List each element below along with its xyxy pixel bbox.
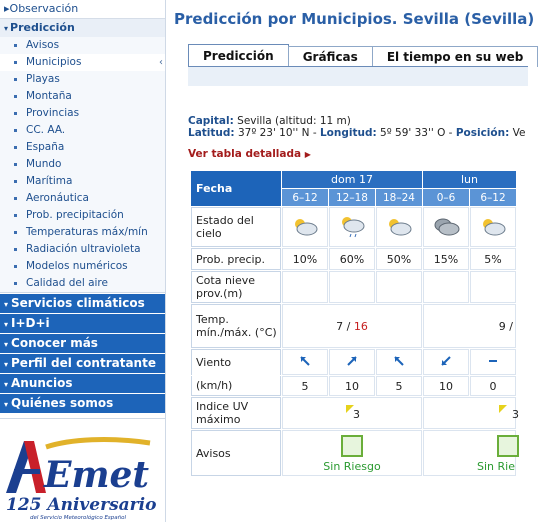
sidebar-item-radiacion[interactable]: Radiación ultravioleta [0,241,165,258]
arrow-down-icon: ▾ [4,340,9,349]
period-header: 18–24 [376,189,422,206]
uv-icon [499,405,511,415]
nav-idi[interactable]: ▾ I+D+i [0,313,165,333]
calm-icon [486,354,500,368]
sidebar-item-temperaturas[interactable]: Temperaturas máx/mín [0,224,165,241]
partly-cloudy-icon [478,215,508,237]
sky-cell [423,207,469,247]
wind-cell [282,349,328,375]
prob-cell: 60% [329,248,375,270]
no-risk-icon [341,435,363,457]
cota-cell [282,271,328,303]
wind-arrow-icon [392,354,406,368]
cota-cell [423,271,469,303]
period-header: 12–18 [329,189,375,206]
page-title: Predicción por Municipios. Sevilla (Sevilla) [174,10,535,28]
sky-cell [329,207,375,247]
sidebar-item-ccaa[interactable]: CC. AA. [0,122,165,139]
arrow-right-icon: ▶ [304,150,311,159]
row-label-prob: Prob. precip. [191,248,281,270]
sidebar-item-playas[interactable]: Playas [0,71,165,88]
period-header: 0–6 [423,189,469,206]
chevron-left-icon: ‹ [159,57,163,68]
uv-cell: 3 [282,397,422,429]
svg-text:125 Aniversario: 125 Aniversario [6,495,157,515]
sidebar-item-provincias[interactable]: Provincias [0,105,165,122]
wind-cell [329,349,375,375]
sidebar-item-montana[interactable]: Montaña [0,88,165,105]
arrow-down-icon: ▾ [4,300,9,309]
wind-arrow-icon [345,354,359,368]
day-header: lun [423,171,516,188]
row-label-viento: Viento [191,349,281,375]
sidebar-item-maritima[interactable]: Marítima [0,173,165,190]
arrow-down-icon: ▾ [4,380,9,389]
cloud-light-rain-icon [337,214,367,238]
wind-speed-cell: 10 [329,376,375,396]
period-header: 6–12 [470,189,516,206]
cota-cell [470,271,516,303]
day-header: dom 17 [282,171,422,188]
sidebar-item-calidad-aire[interactable]: Calidad del aire [0,275,165,292]
wind-speed-cell: 10 [423,376,469,396]
prob-cell: 10% [282,248,328,270]
row-label-kmh: (km/h) [191,376,281,396]
row-label-temp: Temp. mín./máx. (°C) [191,304,281,348]
sidebar-item-aeronautica[interactable]: Aeronáutica [0,190,165,207]
arrow-down-icon: ▾ [4,24,9,33]
wind-arrow-icon [298,354,312,368]
row-label-uv: Indice UV máximo [191,397,281,429]
sky-cell [376,207,422,247]
nav-anuncios[interactable]: ▾ Anuncios [0,373,165,393]
prob-cell: 15% [423,248,469,270]
arrow-down-icon: ▾ [4,360,9,369]
no-risk-icon [497,435,519,457]
detailed-table-link[interactable]: Ver tabla detallada ▶ [188,148,311,160]
row-label-avisos: Avisos [191,430,281,476]
uv-cell: 3 [423,397,516,429]
aviso-cell[interactable]: Sin Rie [423,430,516,476]
tab-graficas[interactable]: Gráficas [288,46,373,67]
row-label-estado: Estado del cielo [191,207,281,247]
arrow-down-icon: ▾ [4,320,9,329]
nav-prediccion[interactable]: ▾ Predicción [0,19,165,37]
location-info: Capital: Sevilla (altitud: 11 m) Latitud: 37º 23' 10'' N - Longitud: 5º 59' 33'' O - Posición: Ve [188,115,526,139]
sidebar-item-espana[interactable]: España [0,139,165,156]
cota-cell [329,271,375,303]
tab-content-bar [188,66,528,86]
aviso-cell[interactable]: Sin Riesgo [282,430,422,476]
main-content [166,0,535,522]
sky-cell [470,207,516,247]
sidebar-item-modelos[interactable]: Modelos numéricos [0,258,165,275]
svg-text:Emet: Emet [44,454,150,496]
sidebar-item-mundo[interactable]: Mundo [0,156,165,173]
nav-perfil-contratante[interactable]: ▾ Perfil del contratante [0,353,165,373]
sidebar-item-municipios[interactable]: Municipios ‹ [0,54,165,71]
wind-cell [423,349,469,375]
temp-cell: 9 / [423,304,516,348]
nav-observacion[interactable]: ▸Observación [0,0,165,19]
aemet-logo[interactable] [0,418,165,523]
nav-servicios-climaticos[interactable]: ▾ Servicios climáticos [0,293,165,313]
tab-tiempo-web[interactable]: El tiempo en su web [372,46,538,67]
nav-quienes-somos[interactable]: ▾ Quiénes somos [0,393,165,413]
sidebar [0,0,166,522]
cota-cell [376,271,422,303]
wind-cell [470,349,516,375]
temp-cell: 7 / 16 [282,304,422,348]
wind-cell [376,349,422,375]
tab-prediccion[interactable]: Predicción [188,44,289,67]
sidebar-item-avisos[interactable]: Avisos [0,37,165,54]
wind-arrow-icon [439,354,453,368]
prob-cell: 5% [470,248,516,270]
row-label-cota: Cota nieve prov.(m) [191,271,281,303]
wind-speed-cell: 5 [282,376,328,396]
sky-cell [282,207,328,247]
wind-speed-cell: 0 [470,376,516,396]
prob-cell: 50% [376,248,422,270]
fecha-header: Fecha [191,171,281,206]
prediccion-submenu [0,37,165,293]
sidebar-item-prob-precipitacion[interactable]: Prob. precipitación [0,207,165,224]
partly-cloudy-icon [384,215,414,237]
wind-speed-cell: 5 [376,376,422,396]
cloudy-icon [431,215,461,237]
svg-text:del Servicio Meteorológico Esp: del Servicio Meteorológico Español [30,515,127,521]
period-header: 6–12 [282,189,328,206]
forecast-table [190,170,517,477]
partly-cloudy-icon [290,215,320,237]
arrow-down-icon: ▾ [4,400,9,409]
tab-bar [188,44,537,66]
nav-conocer-mas[interactable]: ▾ Conocer más [0,333,165,353]
arrow-icon: ▸ [4,2,10,15]
